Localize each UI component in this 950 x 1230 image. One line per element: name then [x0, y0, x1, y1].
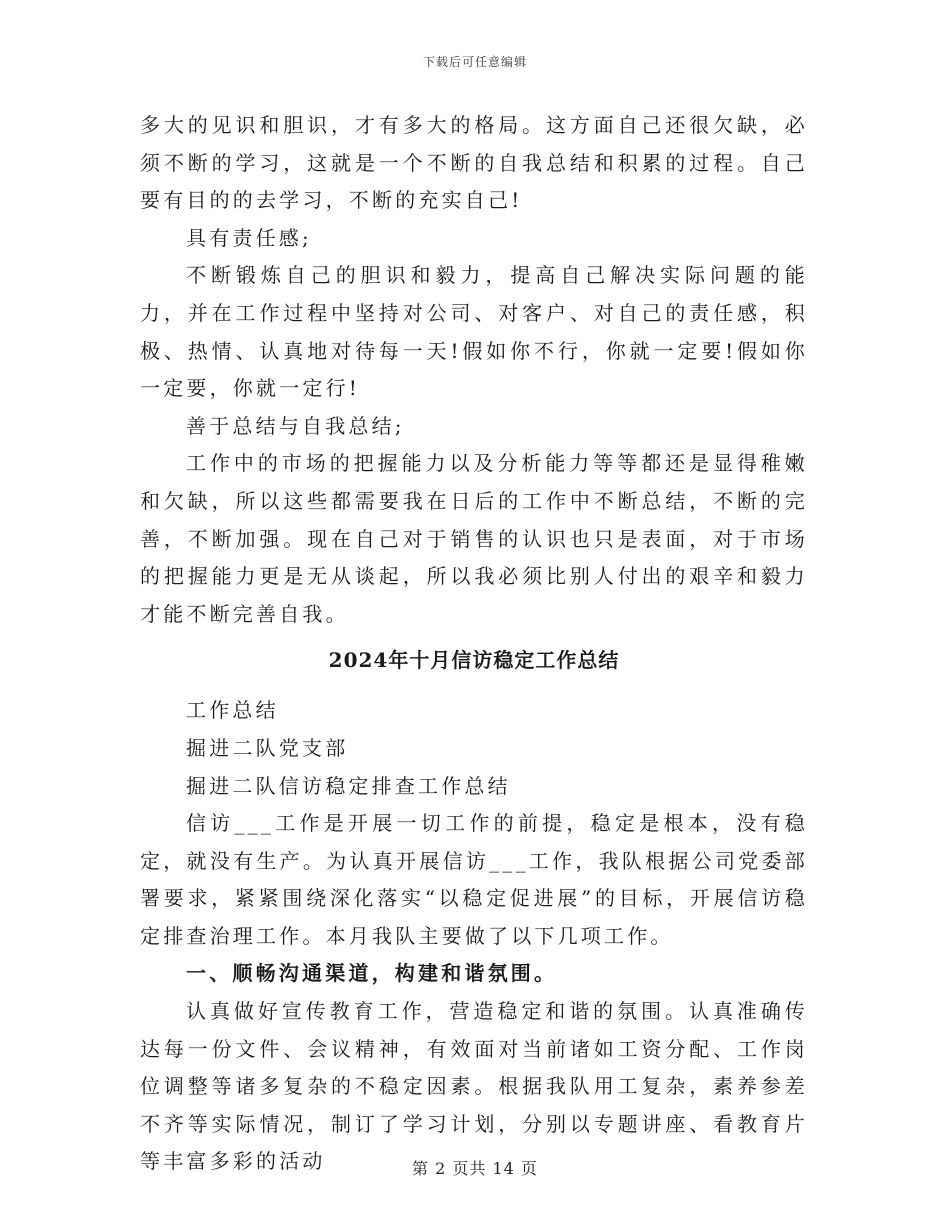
paragraph: 信访___工作是开展一切工作的前提，稳定是根本，没有稳定，就没有生产。为认真开展信访___工作，我队根据公司党委部署要求，紧紧围绕深化落实“以稳定促进展”的目标，开展信访稳定排查治理工作。本月我队主要做了以下几项工作。: [140, 811, 808, 948]
paragraph: 工作中的市场的把握能力以及分析能力等等都还是显得稚嫩和欠缺，所以这些都需要我在日后的工作中不断总结，不断的完善，不断加强。现在自己对于销售的认识也只是表面，对于市场的把握能力更是无从谈起，所以我必须比别人付出的艰辛和毅力才能不断完善自我。: [140, 451, 808, 626]
paragraph: 具有责任感;: [186, 225, 312, 250]
paragraph: 掘进二队党支部: [186, 735, 349, 760]
paragraph: 善于总结与自我总结;: [186, 413, 405, 438]
subheading: 一、顺畅沟通渠道，构建和谐氛围。: [186, 961, 558, 986]
page-header: 下载后可任意编辑: [422, 55, 527, 69]
section-title: 2024年十月信访稳定工作总结: [328, 648, 620, 673]
paragraph: 不断锻炼自己的胆识和毅力，提高自己解决实际问题的能力，并在工作过程中坚持对公司、对客户、对自己的责任感，积极、热情、认真地对待每一天!假如你不行，你就一定要!假如你一定要，你就一定行!: [140, 263, 808, 401]
paragraph: 工作总结: [186, 698, 279, 723]
paragraph: 掘进二队信访稳定排查工作总结: [186, 773, 511, 798]
page-footer: 第 2 页共 14 页: [412, 1159, 538, 1178]
paragraph: 多大的见识和胆识，才有多大的格局。这方面自己还很欠缺，必须不断的学习，这就是一个不断的自我总结和积累的过程。自己要有目的的去学习，不断的充实自己!: [140, 113, 808, 213]
document-body: [140, 107, 808, 1181]
paragraph: 认真做好宣传教育工作，营造稳定和谐的氛围。认真准确传达每一份文件、会议精神，有效面对当前诸如工资分配、工作岗位调整等诸多复杂的不稳定因素。根据我队用工复杂，素养参差不齐等实际情况，制订了学习计划，分别以专题讲座、看教育片等丰富多彩的活动: [140, 999, 808, 1174]
